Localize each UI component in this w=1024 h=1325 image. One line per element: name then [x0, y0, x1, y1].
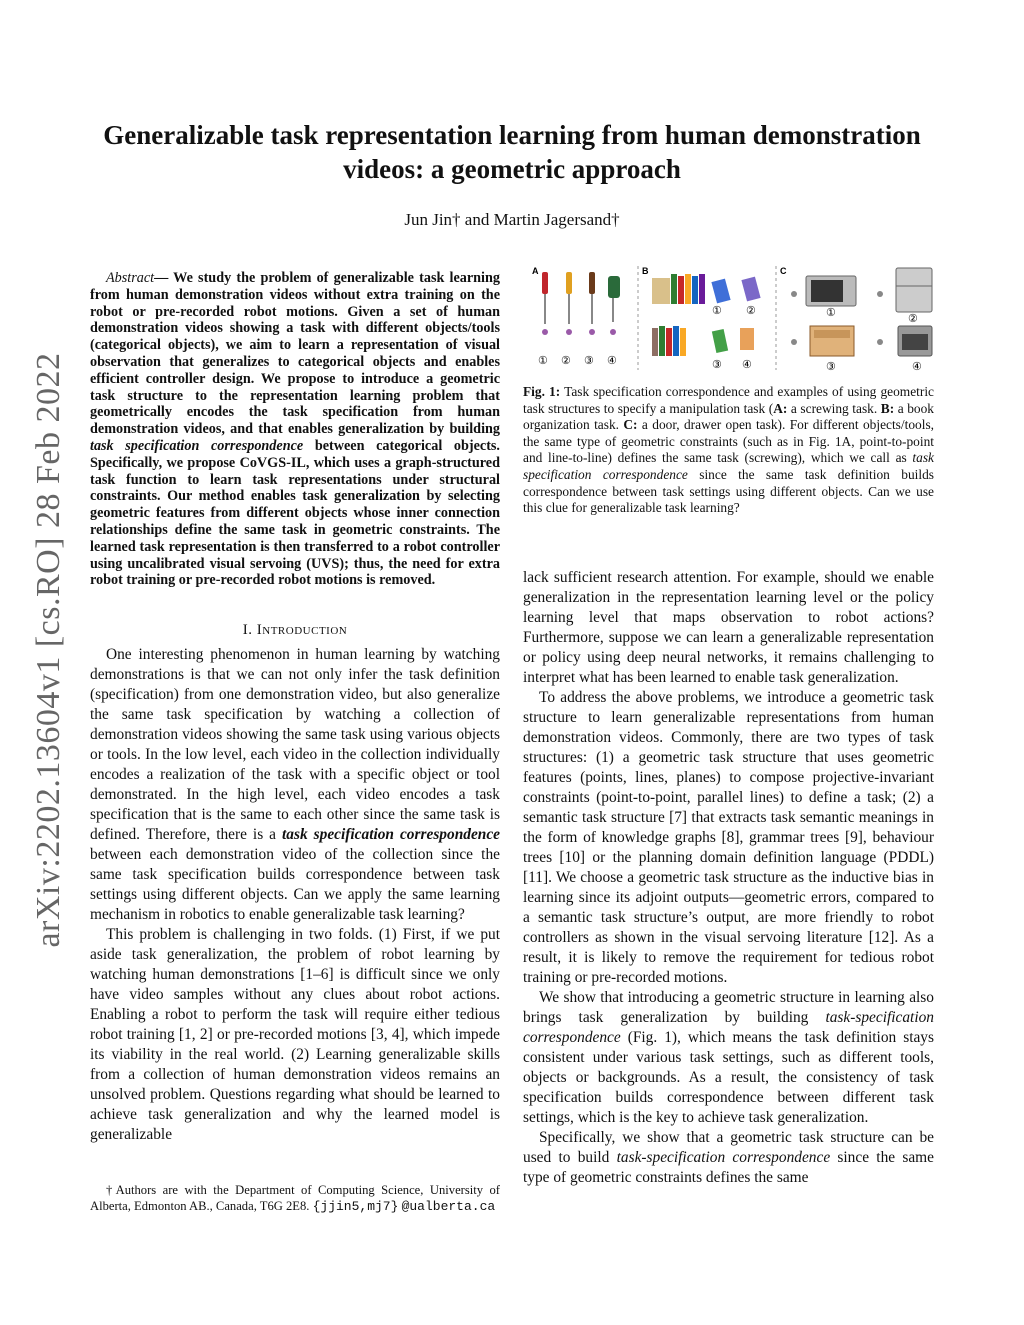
- abstract-label: Abstract: [106, 270, 155, 286]
- authors: Jun Jin† and Martin Jagersand†: [404, 210, 620, 229]
- right-paragraph-3: We show that introducing a geometric structure in learning also brings task generalization by building task-specification correspondence (Fig. 1), which means the task definition stays consistent under various task settings, such as different tools, objects or backgrounds. As a result, the consistency of task specification builds correspondence between different task settings, which is the key to achieve task generalization.: [523, 989, 934, 1126]
- intro-body: [90, 645, 500, 1145]
- panel-c-appliances: [791, 268, 932, 356]
- panel-b-num-3: ③: [712, 359, 722, 371]
- abstract-text-2: between categorical objects. Specifically, we propose CoVGS-IL, which uses a graph-structured task function to learn task representations under structural constraints. Our method enables task generalization by selecting geometric features from different objects whose inner connection relationships define the same task in geometric constraints. The learned task representation is then transferred to a robot controller using uncalibrated visual servoing (UVS); thus, the need for extra robot training or pre-recorded robot motions is removed.: [90, 437, 500, 589]
- intro-paragraph-1: One interesting phenomenon in human learning by watching demonstrations is that we can not only infer the task definition (specification) from one demonstration video, but also generalize the same task specification by watching a collection of demonstration videos showing the same task using various objects or tools. In the low level, each video in the collection individually encodes a realization of the task with a specific object or tool demonstrated. In the high level, each video encodes a task specification that is the same to each other since the same task is defined. Therefore, there is a task specification correspondence between each demonstration video of the collection since the same task specification builds correspondence between task settings using different objects. Can we apply the same learning mechanism in robotics to enable generalizable task learning?: [90, 646, 501, 923]
- panel-a-label: A: [532, 266, 539, 276]
- panel-a-num-3: ③: [584, 355, 594, 367]
- right-paragraph-4: Specifically, we show that a geometric task structure can be used to build task-specification correspondence since the same type of geometric constraints defines the same: [523, 1129, 934, 1186]
- panel-a-num-1: ①: [538, 355, 548, 367]
- abstract-text-1: — We study the problem of generalizable task learning from human demonstration videos without extra training on the robot or pre-recorded robot motions. Given a set of human demonstration videos showing a task with different objects/tools (categorical objects), we aim to learn a representation of visual observation that generalizes to categorical objects and enables efficient controller design. We propose to introduce a geometric task structure to the representation learning problem that geometrically encodes the task specification from human demonstration videos, and that enables generalization by building: [90, 270, 500, 438]
- right-column-body: [523, 568, 934, 1188]
- panel-c-label: C: [780, 266, 787, 276]
- footnote-text: †Authors are with the Department of Computing Science, University of Alberta, Edmonton AB., Canada, T6G 2E8.: [90, 1183, 500, 1213]
- panel-b-num-4: ④: [742, 359, 752, 371]
- panel-c-num-1: ①: [826, 307, 836, 319]
- title-line-1: Generalizable task representation learning from human demonstration: [103, 120, 921, 150]
- panel-b-books-bottom: [652, 326, 754, 356]
- paper-title: [60, 118, 964, 186]
- title-line-2: videos: a geometric approach: [343, 154, 681, 184]
- panel-c-num-2: ②: [908, 313, 918, 325]
- abstract: [90, 270, 500, 589]
- panel-a-tools: [542, 272, 620, 335]
- figure-1-graphic: [528, 264, 934, 372]
- footnote-email-1: {jjin5,mj7}: [312, 1199, 399, 1214]
- caption-label: Fig. 1:: [523, 384, 561, 399]
- right-paragraph-1: lack sufficient research attention. For example, should we enable generalization in the representation learning level or the policy learning level that maps observation to robot actions? Furthermore, suppose we can learn a generalizable representation or policy using deep neural networks, it remains challenging to interpret what has been learned to enable task generalization.: [523, 569, 934, 686]
- panel-b-label: B: [642, 266, 649, 276]
- section-heading-introduction: I. Introduction: [242, 622, 348, 638]
- panel-b-num-1: ①: [712, 305, 722, 317]
- panel-a-num-4: ④: [607, 355, 617, 367]
- intro-emphasis: task specification correspondence: [282, 826, 501, 843]
- intro-paragraph-2: This problem is challenging in two folds. (1) First, if we put aside task generalization, the problem of robot learning by watching human demonstrations [1–6] is difficult since we only have video samples without any clues about robot actions. Enabling a robot to perform the task will require either tedious robot training [1, 2] or pre-recorded motions [3, 4], which impede its viability in the real world. (2) Learning generalizable skills from a collection of human demonstration videos remains an unsolved problem. Questions regarding what should be learned to achieve task generalization and why the learned model is generalizable: [90, 926, 500, 1143]
- figure-1: [528, 264, 934, 372]
- figure-1-caption: Fig. 1: Task specification correspondence and examples of using geometric task structures to specify a manipulation task (A: a screwing task. B: a book organization task. C: a door, drawer open task). For different objects/tools, the same type of geometric constraints (such as in Fig. 1A, point-to-point and line-to-line) defines the same task (screwing), which we call as task specification correspondence since the same task definition builds correspondence between task settings using different objects. Can we use this clue for generalizable task learning?: [523, 384, 935, 516]
- arxiv-id: arXiv:2202.13604v1 [cs.RO] 28 Feb 2022: [30, 352, 67, 948]
- footnote-email-2: @ualberta.ca: [401, 1199, 496, 1214]
- panel-a-num-2: ②: [561, 355, 571, 367]
- panel-c-num-3: ③: [826, 361, 836, 372]
- right-paragraph-2: To address the above problems, we introduce a geometric task structure to learn generalizable representations from human demonstration videos. Commonly, there are two types of task structures: (1) a geometric task structure that uses geometric features (points, lines, planes) to compose projective-invariant constraints (point-to-point, parallel lines) to define a task; (2) a semantic task structure [7] that extracts task semantic meanings in the form of knowledge graphs [8], grammar trees [9], behaviour trees [10] or the planning domain definition language (PDDL) [11]. We choose a geometric task structure as the inductive bias in learning since its adjoint outputs—geometric errors, compared to a semantic task structure’s output, are more friendly to robot controllers as shown in the visual servoing literature [12]. As a result, it is likely to remove the requirement for tedious robot training or pre-recorded motions.: [523, 689, 934, 986]
- footnote: [90, 1182, 500, 1215]
- arxiv-stamp: [26, 350, 72, 950]
- panel-b-books-top: [652, 274, 761, 304]
- abstract-italic: task specification correspondence: [90, 437, 304, 454]
- panel-c-num-4: ④: [912, 361, 922, 372]
- panel-b-num-2: ②: [746, 305, 756, 317]
